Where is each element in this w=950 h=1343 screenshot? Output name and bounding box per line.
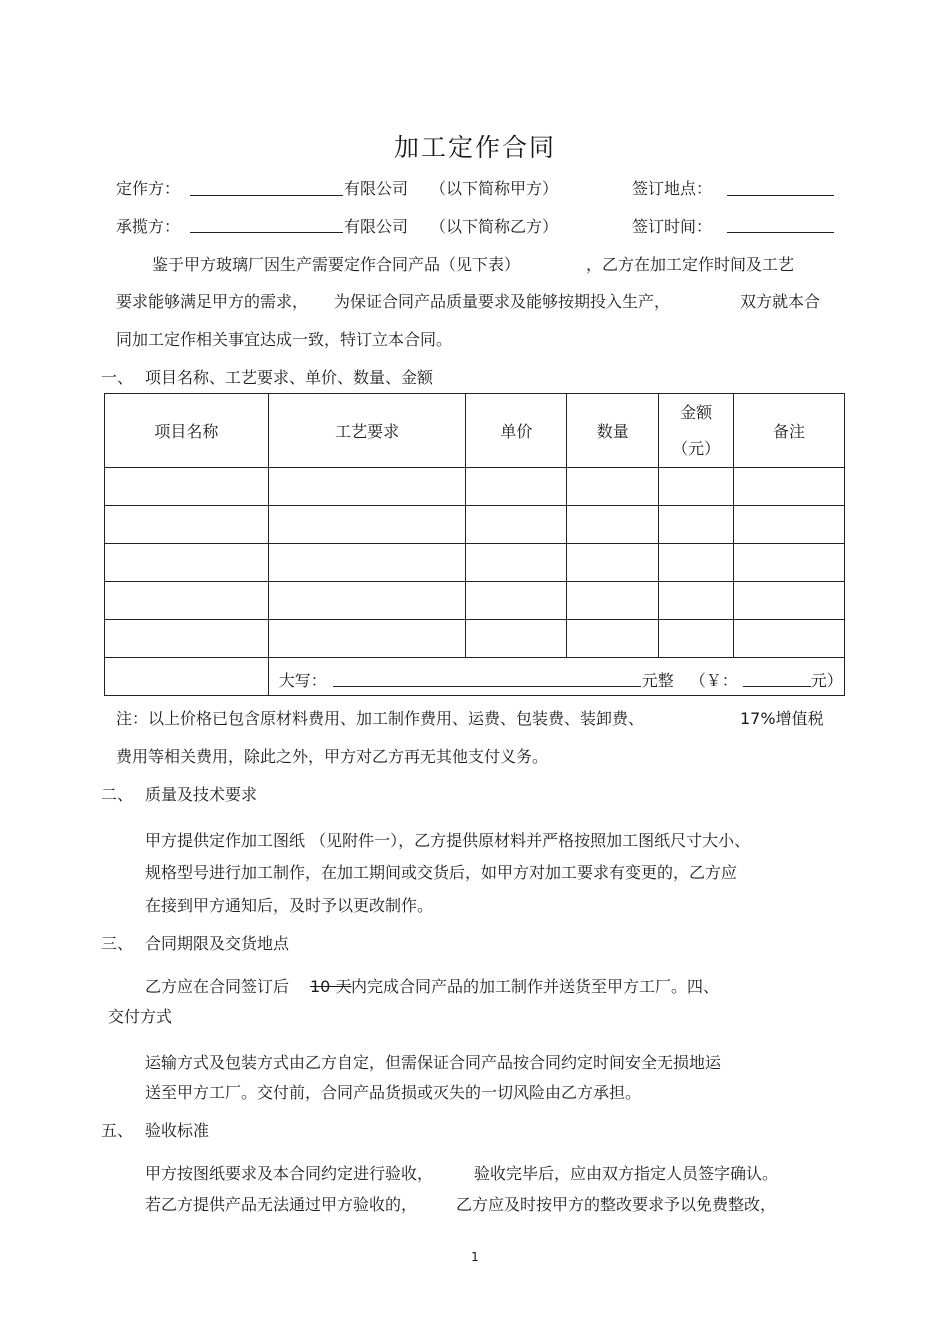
preamble-line1b: ，乙方在加工定作时间及工艺 [586, 255, 795, 274]
section1-title: 项目名称、工艺要求、单价、数量、金额 [145, 368, 434, 387]
section3-title: 合同期限及交货地点 [145, 934, 290, 953]
section3-line1c: 内完成合同产品的加工制作并送货至甲方工厂。四、 [351, 977, 720, 996]
table-cell[interactable] [659, 468, 734, 506]
table-cell[interactable] [567, 544, 659, 582]
header-remarks: 备注 [734, 394, 845, 468]
table-total-row [105, 658, 845, 696]
table-cell[interactable] [659, 506, 734, 544]
note-line2: 费用等相关费用，除此之外，甲方对乙方再无其他支付义务。 [116, 747, 549, 766]
section5-line2a: 若乙方提供产品无法通过甲方验收的， [145, 1195, 418, 1214]
section2-line1: 甲方提供定作加工图纸 （见附件一），乙方提供原材料并严格按照加工图纸尺寸大小、 [145, 831, 751, 850]
table-cell[interactable] [105, 506, 269, 544]
table-cell[interactable] [659, 544, 734, 582]
table-row [105, 620, 845, 658]
table-cell[interactable] [734, 506, 845, 544]
section1-number: 一、 [101, 368, 134, 387]
header-amount-label: 金额 [680, 402, 713, 422]
header-amount [659, 394, 734, 468]
table-header-row [105, 394, 845, 468]
preamble-line1a: 鉴于甲方玻璃厂因生产需要定作合同产品（见下表） [152, 255, 521, 274]
preamble-line2b: 为保证合同产品质量要求及能够按期投入生产， [334, 292, 671, 311]
section5-line2b: 乙方应及时按甲方的整改要求予以免费整改， [456, 1195, 777, 1214]
sign-time-label: 签订时间： [632, 217, 713, 236]
section2-number: 二、 [101, 785, 134, 804]
section2-line2: 规格型号进行加工制作，在加工期间或交货后，如甲方对加工要求有变更的，乙方应 [145, 863, 738, 882]
section2-line3: 在接到甲方通知后，及时予以更改制作。 [145, 896, 434, 915]
preamble-line2a: 要求能够满足甲方的需求， [116, 292, 309, 311]
table-cell[interactable] [734, 620, 845, 658]
section5-line1b: 验收完毕后，应由双方指定人员签字确认。 [474, 1164, 779, 1183]
sign-place-label: 签订地点： [632, 179, 713, 198]
total-figure-field[interactable] [743, 686, 811, 687]
table-cell[interactable] [466, 620, 567, 658]
table-cell[interactable] [105, 468, 269, 506]
table-row [105, 506, 845, 544]
table-cell[interactable] [734, 468, 845, 506]
page-number: 1 [471, 1250, 479, 1264]
table-cell[interactable] [105, 582, 269, 620]
section4-title: 交付方式 [108, 1007, 173, 1026]
table-cell [105, 658, 269, 696]
table-cell[interactable] [466, 544, 567, 582]
total-words-unit: 元整 [641, 671, 674, 690]
header-amount-unit: （元） [672, 438, 721, 458]
table-row [105, 468, 845, 506]
party-b-alias: （以下简称乙方） [430, 217, 559, 236]
note-line1b: 17%增值税 [740, 709, 824, 728]
table-cell[interactable] [567, 620, 659, 658]
items-table [104, 393, 845, 696]
section3-line1a: 乙方应在合同签订后 [145, 977, 290, 996]
section2-title: 质量及技术要求 [145, 785, 258, 804]
table-cell[interactable] [567, 468, 659, 506]
table-row [105, 544, 845, 582]
total-figure-unit: 元） [810, 671, 843, 690]
party-a-name-field[interactable] [190, 195, 343, 196]
section3-days: 10 天 [310, 977, 352, 996]
table-cell[interactable] [105, 544, 269, 582]
document-title: 加工定作合同 [393, 133, 556, 162]
table-cell[interactable] [268, 506, 466, 544]
header-quantity: 数量 [567, 394, 659, 468]
table-cell[interactable] [567, 506, 659, 544]
table-cell[interactable] [659, 582, 734, 620]
table-cell[interactable] [734, 582, 845, 620]
party-a-suffix: 有限公司 [344, 179, 409, 198]
table-cell[interactable] [268, 582, 466, 620]
section5-title: 验收标准 [145, 1121, 210, 1140]
party-a-alias: （以下简称甲方） [430, 179, 559, 198]
table-cell[interactable] [268, 544, 466, 582]
table-row [105, 582, 845, 620]
preamble-line2c: 双方就本合 [740, 292, 821, 311]
sign-place-field[interactable] [727, 195, 834, 196]
sign-time-field[interactable] [727, 232, 834, 233]
table-cell[interactable] [466, 582, 567, 620]
table-cell[interactable] [105, 620, 269, 658]
total-amount-cell [268, 658, 844, 696]
header-item-name: 项目名称 [105, 394, 269, 468]
total-words-field[interactable] [333, 686, 641, 687]
section3-number: 三、 [101, 934, 134, 953]
table-cell[interactable] [268, 620, 466, 658]
table-cell[interactable] [659, 620, 734, 658]
section5-line1a: 甲方按图纸要求及本合同约定进行验收， [145, 1164, 434, 1183]
header-unit-price: 单价 [466, 394, 567, 468]
party-b-name-field[interactable] [190, 232, 343, 233]
section4-line1: 运输方式及包装方式由乙方自定，但需保证合同产品按合同约定时间安全无损地运 [145, 1053, 722, 1072]
table-cell[interactable] [466, 468, 567, 506]
party-b-suffix: 有限公司 [344, 217, 409, 236]
total-figure-label: （￥： [689, 671, 738, 690]
section5-number: 五、 [101, 1121, 134, 1140]
table-cell[interactable] [466, 506, 567, 544]
party-a-label: 定作方： [116, 179, 181, 198]
note-line1a: 注：以上价格已包含原材料费用、加工制作费用、运费、包装费、装卸费、 [116, 709, 645, 728]
section4-line2: 送至甲方工厂。交付前，合同产品货损或灭失的一切风险由乙方承担。 [145, 1083, 642, 1102]
header-process-requirement: 工艺要求 [268, 394, 466, 468]
table-cell[interactable] [734, 544, 845, 582]
party-b-label: 承揽方： [116, 217, 181, 236]
total-words-label: 大写： [278, 671, 327, 690]
preamble-line3: 同加工定作相关事宜达成一致，特订立本合同。 [116, 330, 453, 349]
table-cell[interactable] [268, 468, 466, 506]
table-cell[interactable] [567, 582, 659, 620]
